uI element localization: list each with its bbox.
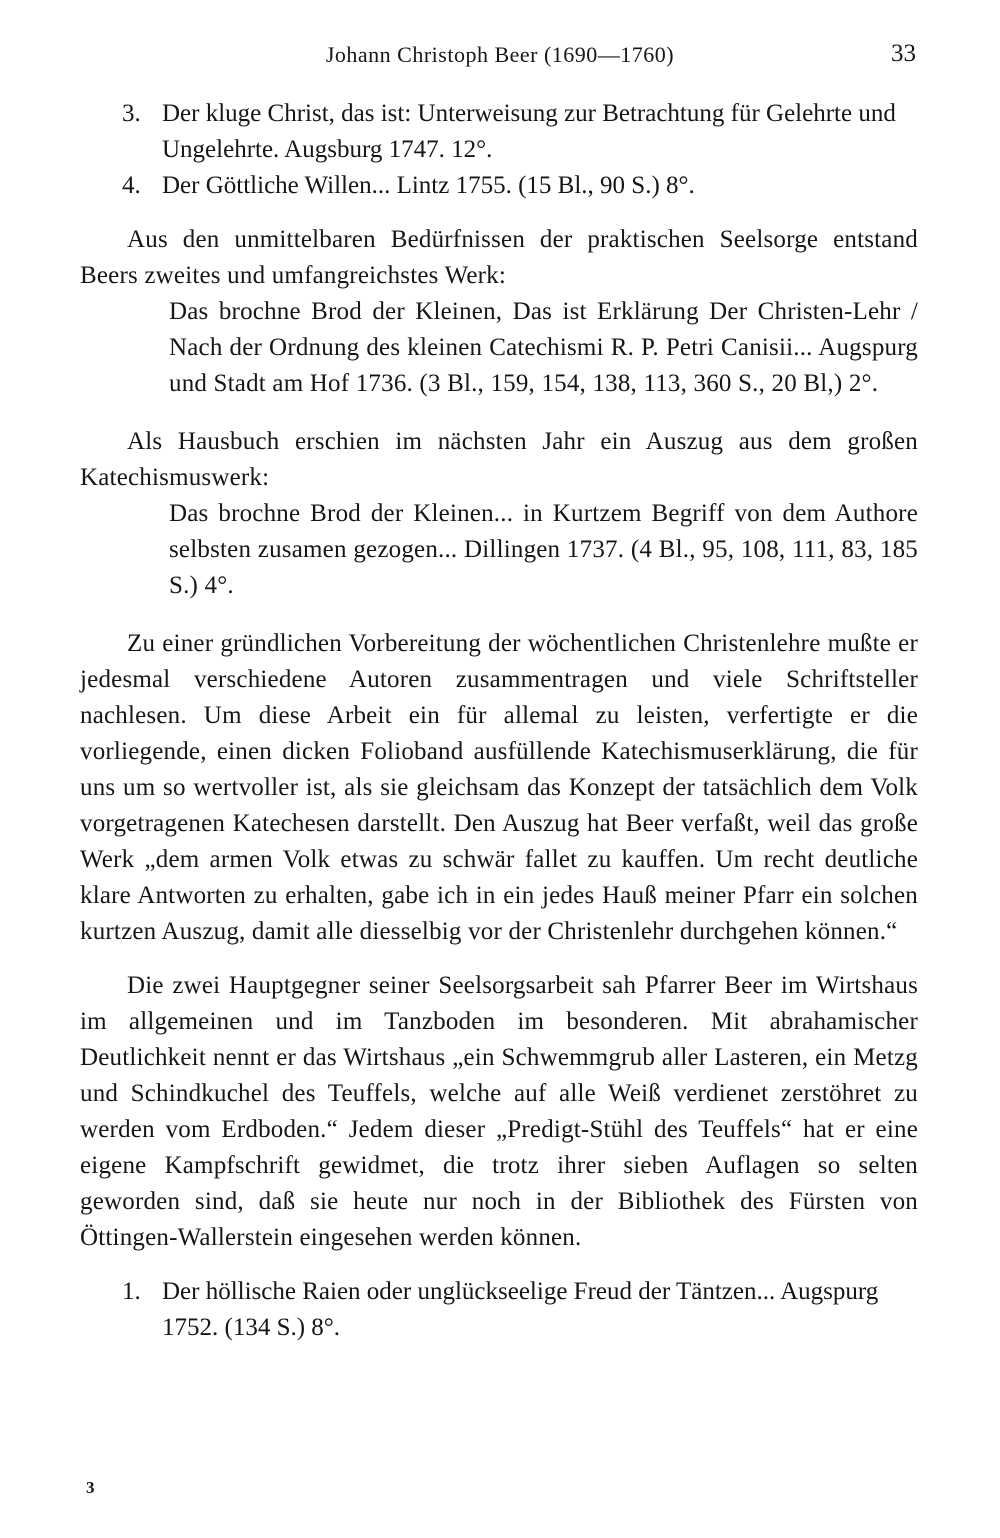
page-header [80, 40, 920, 70]
list-item-number: 4. [122, 172, 141, 199]
paragraph-hausbuch: Als Hausbuch erschien im nächsten Jahr ein Auszug aus dem großen Katechismuswerk: [80, 428, 918, 491]
list-item-text: Der höllische Raien oder unglückseelige Freud der Täntzen... Augspurg 1752. (134 S.) 8°. [162, 1278, 879, 1341]
page-body [80, 96, 918, 1346]
list-item-text: Der Göttliche Willen... Lintz 1755. (15 Bl., 90 S.) 8°. [162, 172, 695, 199]
list-item [80, 1274, 918, 1346]
page-number: 33 [891, 40, 916, 67]
title-citation-brod: Das brochne Brod der Kleinen, Das ist Erklärung Der Christen-Lehr / Nach der Ordnung des kleinen Catechismi R. P. Petri Canisii... Augspurg und Stadt am Hof 1736. (3 Bl., 159, 154, 138, 113, 360 S., 20 Bl,) 2°. [169, 298, 918, 397]
list-item [80, 96, 918, 168]
running-title: Johann Christoph Beer (1690—1760) [325, 42, 675, 67]
paragraph-hauptgegner: Die zwei Hauptgegner seiner Seelsorgsarbeit sah Pfarrer Beer im Wirtshaus im allgemeinen und im Tanzboden im besonderen. Mit abrahamischer Deutlichkeit nennt er das Wirtshaus „ein Schwemmgrub aller Lasteren, ein Metzg und Schindkuchel des Teuffels, welche auf alle Weiß verdienet zerstöhret zu werden vom Erdboden.“ Jedem dieser „Predigt-Stühl des Teuffels“ hat er eine eigene Kampfschrift gewidmet, die trotz ihrer sieben Auflagen so selten geworden sind, daß sie heute nur noch in der Bibliothek des Fürsten von Öttingen-Wallerstein eingesehen werden können. [80, 972, 918, 1251]
paragraph-brod-origin: Aus den unmittelbaren Bedürfnissen der praktischen Seelsorge entstand Beers zweites und umfangreichstes Werk: [80, 226, 918, 289]
title-citation-auszug: Das brochne Brod der Kleinen... in Kurtzem Begriff von dem Authore selbsten zusamen gezogen... Dillingen 1737. (4 Bl., 95, 108, 111, 83, 185 S.) 4°. [169, 500, 918, 599]
list-item-text: Der kluge Christ, das ist: Unterweisung zur Betrachtung für Gelehrte und Ungelehrte. Augsburg 1747. 12°. [162, 100, 896, 163]
paragraph-christenlehre: Zu einer gründlichen Vorbereitung der wöchentlichen Christenlehre mußte er jedesmal verschiedene Autoren zusammentragen und viele Schriftsteller nachlesen. Um diese Arbeit ein für allemal zu leisten, verfertigte er die vorliegende, einen dicken Folioband ausfüllende Katechismuserklärung, die für uns um so wertvoller ist, als sie gleichsam das Konzept der tatsächlich dem Volk vorgetragenen Katechesen darstellt. Den Auszug hat Beer verfaßt, weil das große Werk „dem armen Volk etwas zu schwär fallet zu kauffen. Um recht deutliche klare Antworten zu erhalten, gabe ich in ein jedes Hauß meiner Pfarr ein solchen kurtzen Auszug, damit alle diesselbig vor der Christenlehr durchgehen können.“ [80, 630, 918, 945]
signature-mark: 3 [86, 1478, 95, 1497]
list-item-number: 1. [122, 1278, 141, 1305]
list-item-number: 3. [122, 100, 141, 127]
list-item [80, 168, 918, 204]
